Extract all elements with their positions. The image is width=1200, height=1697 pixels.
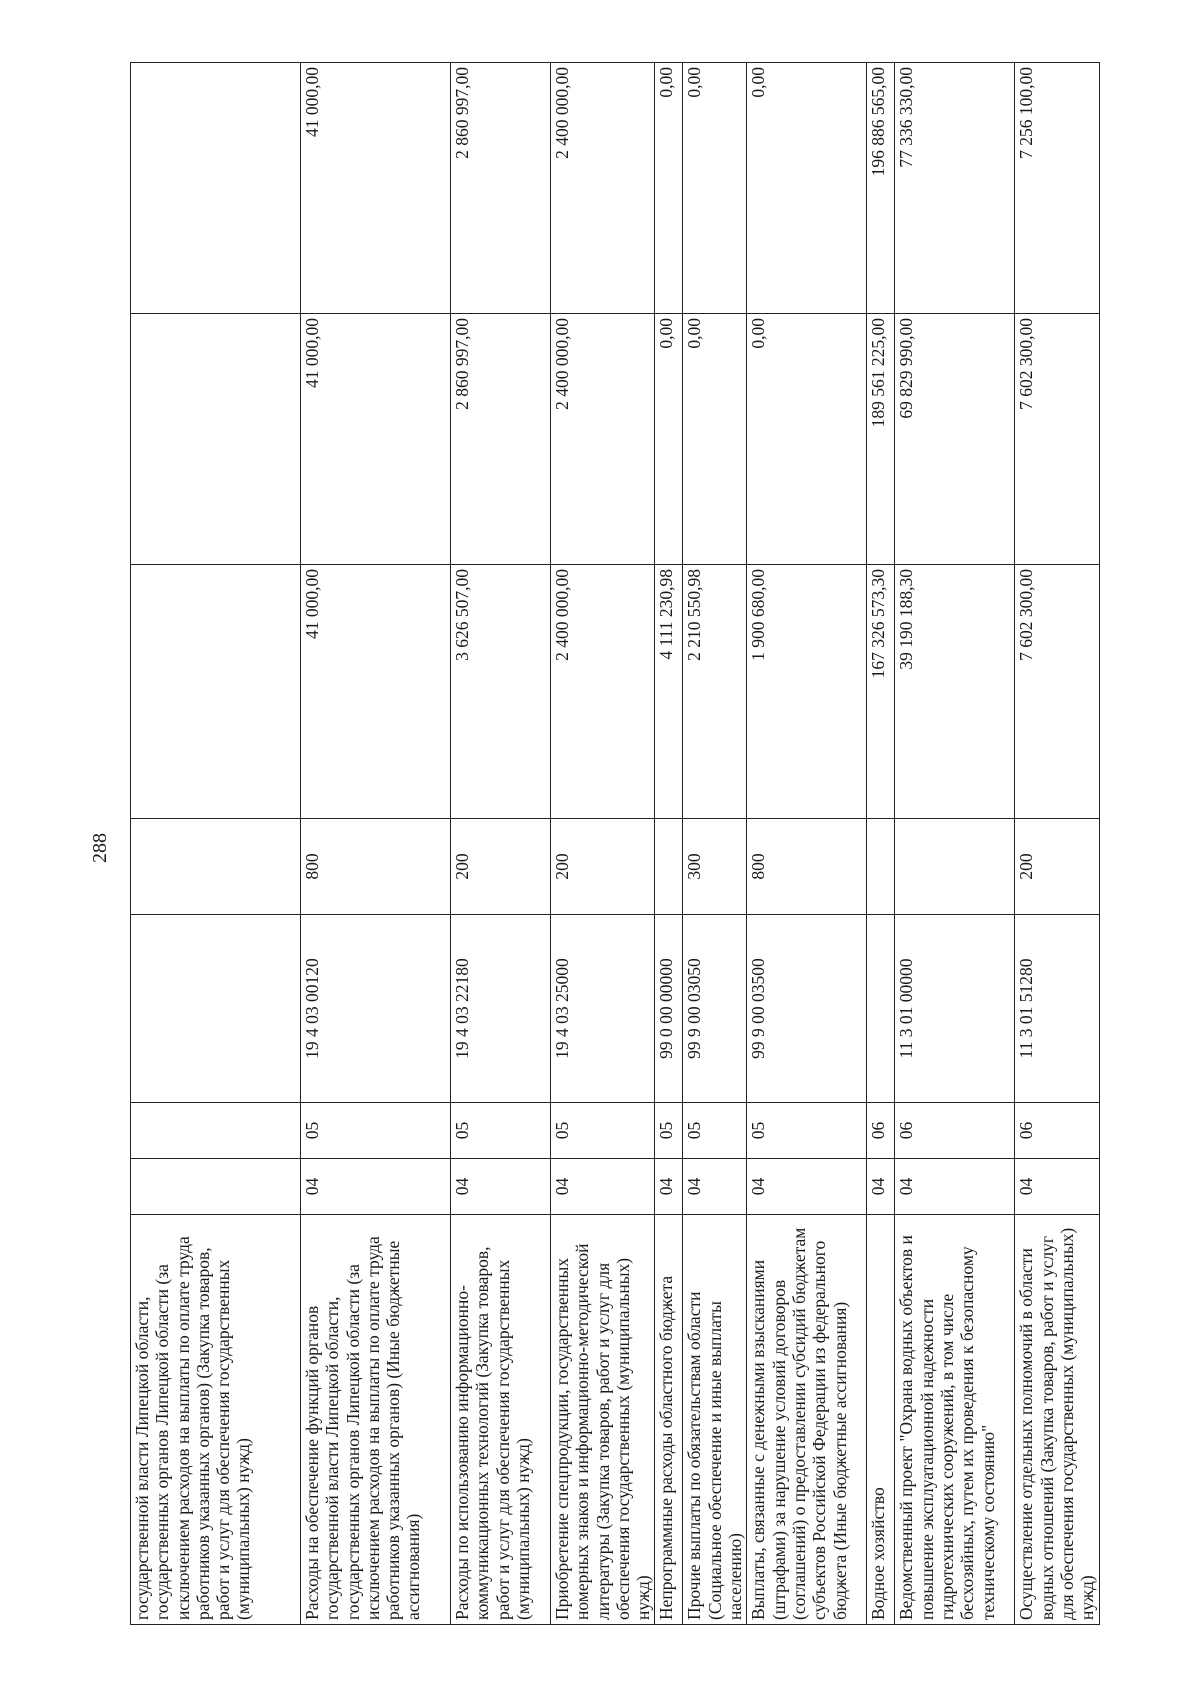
row-name: Осуществление отдельных полномочий в области водных отношений (Закупка товаров, работ и услуг для обеспечения государственных (муниципальных) нужд) [1015,1215,1099,1625]
section-code [131,1159,301,1215]
row-name: Непрограммные расходы областного бюджета [655,1215,683,1625]
amount-year-2: 69 829 990,00 [895,314,1015,565]
subsection-code: 06 [1015,1103,1099,1159]
amount-year-1: 7 602 300,00 [1015,565,1099,819]
table-row [551,63,655,1625]
subsection-code: 06 [867,1103,895,1159]
row-name: Расходы на обеспечение функций органов государственной власти Липецкой области, государственных органов Липецкой области (за исключением расходов на выплаты по оплате труда работников указанных органов) (Иные бюджетные ассигнования) [301,1215,451,1625]
expense-type-code [131,819,301,915]
amount-year-3: 0,00 [747,63,867,314]
table-row [131,63,301,1625]
rotated-table-container [130,63,1098,1625]
table-row [451,63,551,1625]
subsection-code: 05 [451,1103,551,1159]
amount-year-2: 7 602 300,00 [1015,314,1099,565]
target-article-code: 11 3 01 00000 [895,915,1015,1103]
amount-year-2: 189 561 225,00 [867,314,895,565]
row-name: Расходы по использованию информационно-коммуникационных технологий (Закупка товаров, работ и услуг для обеспечения государственных (муниципальных) нужд) [451,1215,551,1625]
subsection-code [131,1103,301,1159]
amount-year-1: 167 326 573,30 [867,565,895,819]
amount-year-2: 2 860 997,00 [451,314,551,565]
target-article-code: 11 3 01 51280 [1015,915,1099,1103]
page-number: 288 [89,833,111,863]
amount-year-1: 39 190 188,30 [895,565,1015,819]
amount-year-1: 4 111 230,98 [655,565,683,819]
budget-table [130,62,1100,1625]
table-row [747,63,867,1625]
amount-year-3: 0,00 [683,63,747,314]
subsection-code: 05 [551,1103,655,1159]
row-name: Прочие выплаты по обязательствам области (Социальное обеспечение и иные выплаты населению) [683,1215,747,1625]
amount-year-1: 41 000,00 [301,565,451,819]
subsection-code: 05 [683,1103,747,1159]
expense-type-code: 200 [451,819,551,915]
table-row [683,63,747,1625]
section-code: 04 [551,1159,655,1215]
amount-year-3 [131,63,301,314]
table-row [1015,63,1099,1625]
table-row [895,63,1015,1625]
subsection-code: 05 [655,1103,683,1159]
target-article-code [131,915,301,1103]
row-name: государственной власти Липецкой области, государственных органов Липецкой области (за исключением расходов на выплаты по оплате труда работников указанных органов) (Закупка товаров, работ и услуг для обеспечения государственных (муниципальных) нужд) [131,1215,301,1625]
subsection-code: 05 [301,1103,451,1159]
amount-year-1: 3 626 507,00 [451,565,551,819]
expense-type-code: 200 [551,819,655,915]
expense-type-code: 800 [747,819,867,915]
amount-year-3: 0,00 [655,63,683,314]
target-article-code: 19 4 03 00120 [301,915,451,1103]
table-row [655,63,683,1625]
row-name: Водное хозяйство [867,1215,895,1625]
amount-year-1 [131,565,301,819]
row-name: Ведомственный проект "Охрана водных объектов и повышение эксплуатационной надежности гидротехнических сооружений, в том числе бесхозяйных, путем их проведения к безопасному техническому состоянию" [895,1215,1015,1625]
target-article-code: 19 4 03 25000 [551,915,655,1103]
amount-year-2: 2 400 000,00 [551,314,655,565]
expense-type-code [867,819,895,915]
amount-year-3: 2 860 997,00 [451,63,551,314]
expense-type-code: 300 [683,819,747,915]
subsection-code: 06 [895,1103,1015,1159]
expense-type-code: 800 [301,819,451,915]
amount-year-2: 0,00 [747,314,867,565]
amount-year-2: 0,00 [683,314,747,565]
amount-year-3: 196 886 565,00 [867,63,895,314]
target-article-code: 99 0 00 00000 [655,915,683,1103]
target-article-code: 99 9 00 03500 [747,915,867,1103]
target-article-code: 99 9 00 03050 [683,915,747,1103]
expense-type-code [655,819,683,915]
target-article-code [867,915,895,1103]
section-code: 04 [683,1159,747,1215]
amount-year-1: 2 210 550,98 [683,565,747,819]
amount-year-1: 1 900 680,00 [747,565,867,819]
target-article-code: 19 4 03 22180 [451,915,551,1103]
amount-year-3: 2 400 000,00 [551,63,655,314]
amount-year-2: 0,00 [655,314,683,565]
section-code: 04 [867,1159,895,1215]
section-code: 04 [451,1159,551,1215]
row-name: Выплаты, связанные с денежными взысканиями (штрафами) за нарушение условий договоров (соглашений) о предоставлении субсидий бюджетам субъектов Российской Федерации из федерального бюджета (Иные бюджетные ассигнования) [747,1215,867,1625]
table-row [301,63,451,1625]
table-row [867,63,895,1625]
subsection-code: 05 [747,1103,867,1159]
section-code: 04 [747,1159,867,1215]
amount-year-3: 77 336 330,00 [895,63,1015,314]
section-code: 04 [655,1159,683,1215]
section-code: 04 [895,1159,1015,1215]
row-name: Приобретение спецпродукции, государственных номерных знаков и информационно-методической литературы (Закупка товаров, работ и услуг для обеспечения государственных (муниципальных) нужд) [551,1215,655,1625]
amount-year-3: 41 000,00 [301,63,451,314]
amount-year-2: 41 000,00 [301,314,451,565]
amount-year-1: 2 400 000,00 [551,565,655,819]
expense-type-code: 200 [1015,819,1099,915]
section-code: 04 [301,1159,451,1215]
expense-type-code [895,819,1015,915]
amount-year-3: 7 256 100,00 [1015,63,1099,314]
section-code: 04 [1015,1159,1099,1215]
amount-year-2 [131,314,301,565]
